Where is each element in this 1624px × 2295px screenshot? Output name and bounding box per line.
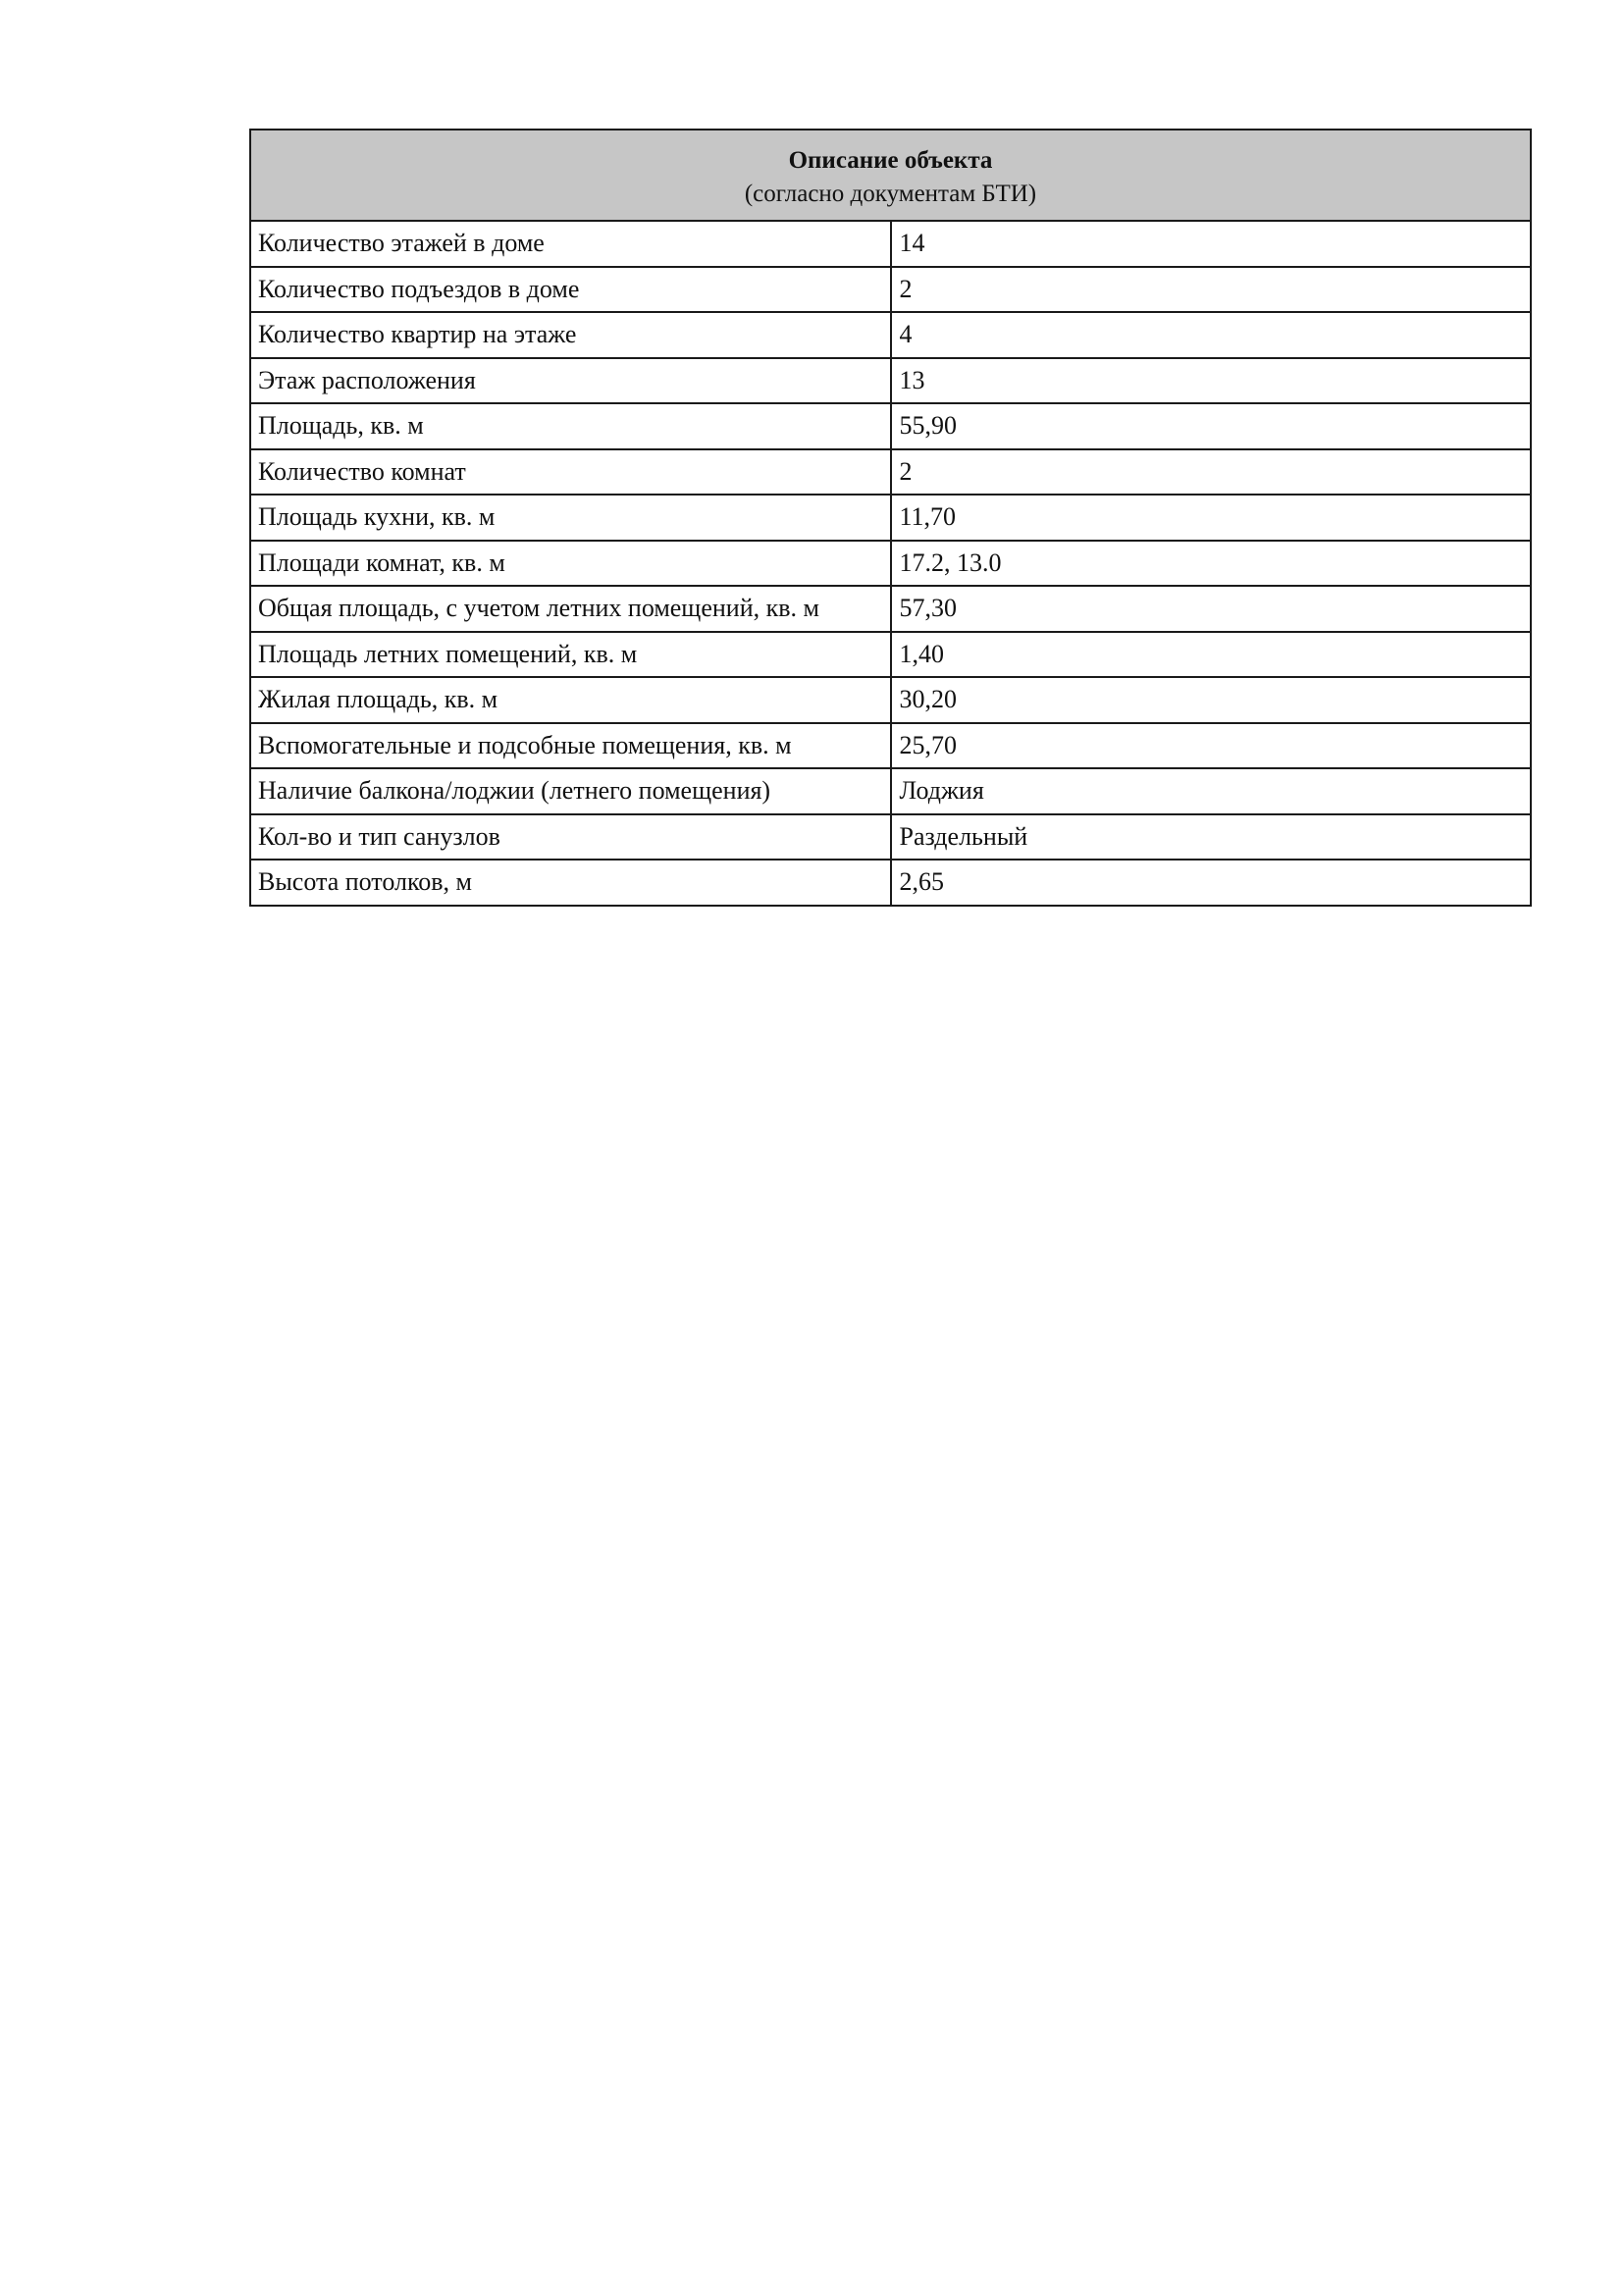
table-row	[250, 403, 1531, 449]
row-label: Площадь, кв. м	[250, 403, 891, 449]
table-row	[250, 768, 1531, 814]
table-row	[250, 449, 1531, 496]
table-title: Описание объекта	[788, 146, 993, 174]
table-row	[250, 221, 1531, 267]
table-row	[250, 677, 1531, 723]
row-value: 1,40	[891, 632, 1532, 678]
table-row	[250, 312, 1531, 358]
row-label: Общая площадь, с учетом летних помещений, кв. м	[250, 586, 891, 632]
row-label: Площадь летних помещений, кв. м	[250, 632, 891, 678]
table-header-row	[250, 130, 1531, 221]
table-row	[250, 723, 1531, 769]
row-label: Этаж расположения	[250, 358, 891, 404]
table-row	[250, 495, 1531, 541]
row-label: Количество подъездов в доме	[250, 267, 891, 313]
row-value: Раздельный	[891, 814, 1532, 861]
row-value: 4	[891, 312, 1532, 358]
row-label: Площадь кухни, кв. м	[250, 495, 891, 541]
row-label: Кол-во и тип санузлов	[250, 814, 891, 861]
table-header	[250, 130, 1531, 221]
row-label: Количество комнат	[250, 449, 891, 496]
table-row	[250, 814, 1531, 861]
row-value: 30,20	[891, 677, 1532, 723]
object-description-table	[249, 129, 1532, 907]
row-value: 2,65	[891, 860, 1532, 906]
row-value: 57,30	[891, 586, 1532, 632]
row-value: 17.2, 13.0	[891, 541, 1532, 587]
row-label: Жилая площадь, кв. м	[250, 677, 891, 723]
row-value: 11,70	[891, 495, 1532, 541]
table-row	[250, 586, 1531, 632]
row-value: Лоджия	[891, 768, 1532, 814]
row-value: 13	[891, 358, 1532, 404]
row-value: 2	[891, 449, 1532, 496]
row-label: Вспомогательные и подсобные помещения, кв. м	[250, 723, 891, 769]
table-subtitle: (согласно документам БТИ)	[744, 180, 1037, 207]
row-label: Количество квартир на этаже	[250, 312, 891, 358]
row-value: 2	[891, 267, 1532, 313]
row-label: Количество этажей в доме	[250, 221, 891, 267]
table-row	[250, 541, 1531, 587]
row-value: 55,90	[891, 403, 1532, 449]
table-row	[250, 860, 1531, 906]
table-row	[250, 267, 1531, 313]
table-row	[250, 358, 1531, 404]
row-value: 25,70	[891, 723, 1532, 769]
row-value: 14	[891, 221, 1532, 267]
row-label: Наличие балкона/лоджии (летнего помещения)	[250, 768, 891, 814]
row-label: Площади комнат, кв. м	[250, 541, 891, 587]
document-page	[249, 129, 1532, 907]
table-row	[250, 632, 1531, 678]
row-label: Высота потолков, м	[250, 860, 891, 906]
